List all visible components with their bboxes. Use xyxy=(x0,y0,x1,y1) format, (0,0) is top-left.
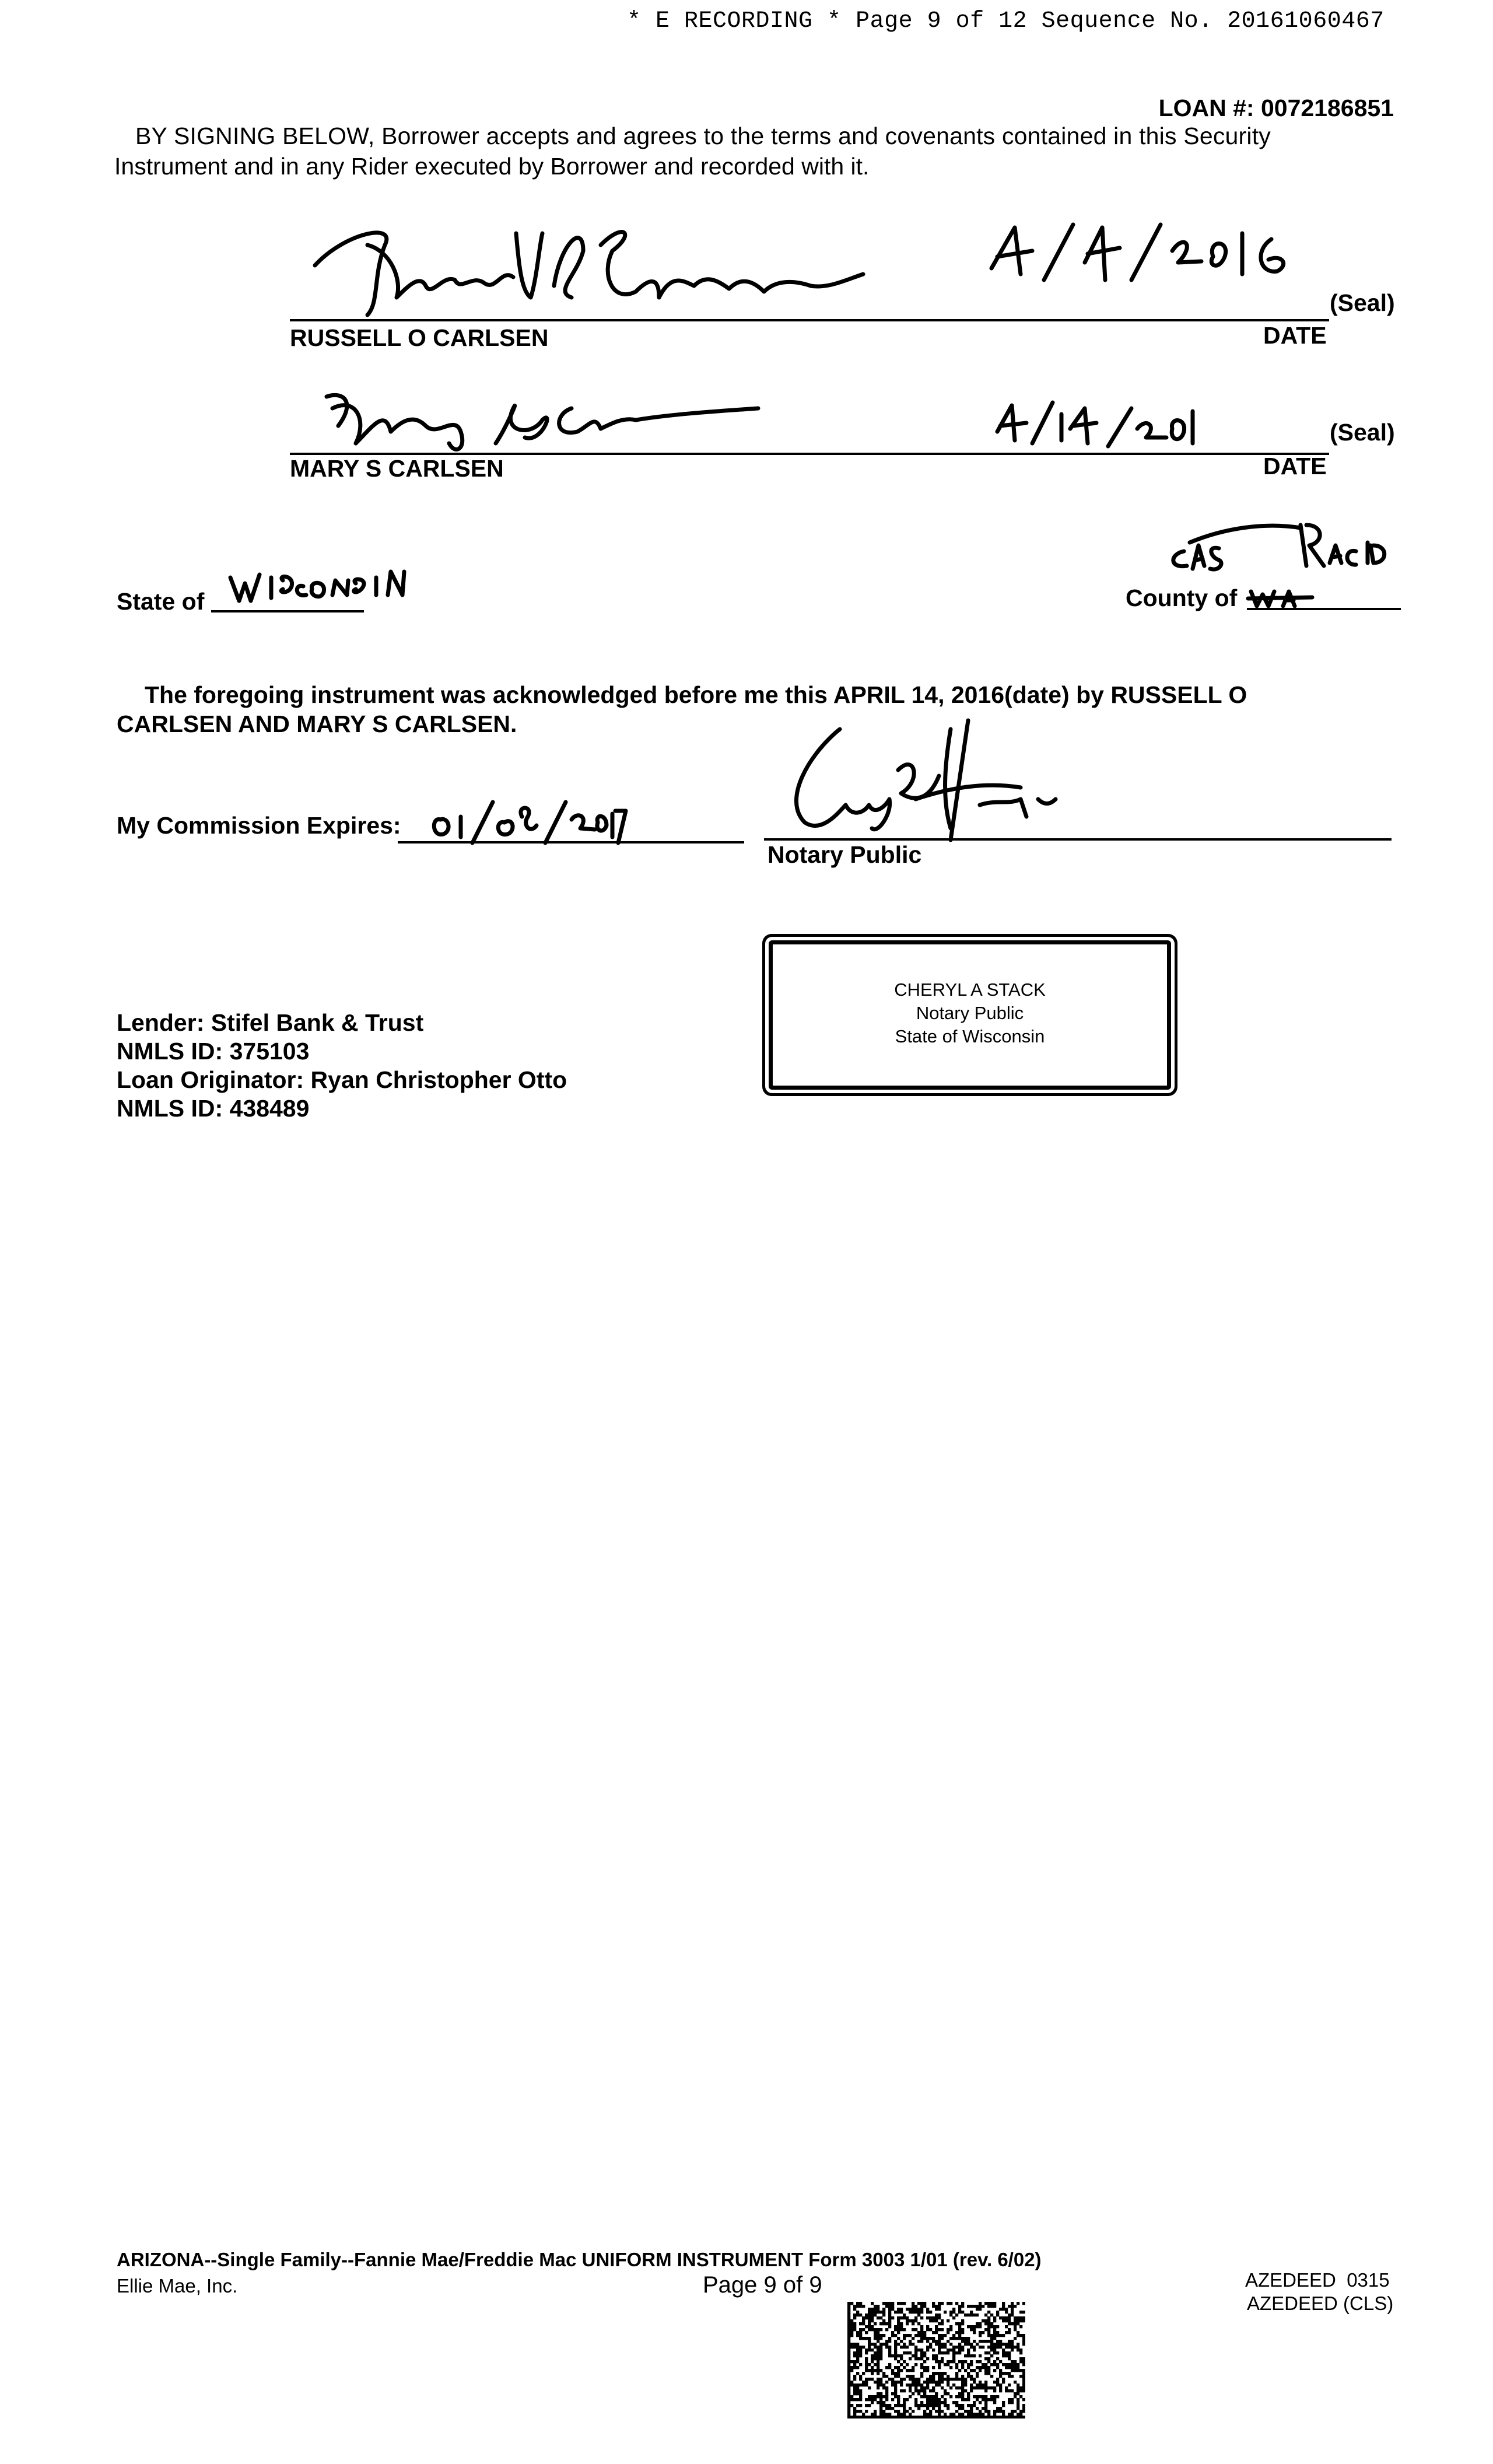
acknowledgment-line-1: The foregoing instrument was acknowledged before me this APRIL 14, 2016(date) by RUSSELL O xyxy=(145,681,1247,708)
borrower-1-date-label: DATE xyxy=(1263,322,1327,349)
stamp-notary-name: CHERYL A STACK xyxy=(894,979,1046,1000)
borrower-1-handwritten-date xyxy=(986,216,1312,292)
originator-nmls: NMLS ID: 438489 xyxy=(117,1095,310,1122)
state-label: State of xyxy=(117,588,205,615)
commission-expires-label: My Commission Expires: xyxy=(117,812,401,839)
stamp-notary-title: Notary Public xyxy=(916,1003,1024,1023)
state-handwritten xyxy=(225,560,434,612)
footer-code-1: AZEDEED 0315 xyxy=(1245,2269,1390,2291)
county-handwritten-initials xyxy=(1166,519,1388,583)
borrower-1-signature-line xyxy=(290,319,1329,321)
footer-page-number: Page 9 of 9 xyxy=(703,2272,822,2298)
borrower-1-signature xyxy=(309,210,904,327)
borrower-2-seal: (Seal) xyxy=(1330,419,1395,446)
notary-stamp xyxy=(769,940,1171,1090)
borrower-2-handwritten-date xyxy=(991,397,1201,455)
county-field-line xyxy=(1247,608,1401,610)
notary-signature xyxy=(776,718,1067,846)
recording-header: * E RECORDING * Page 9 of 12 Sequence No. 20161060467 xyxy=(627,8,1385,34)
commission-field-line xyxy=(398,841,744,844)
footer-code-2: AZEDEED (CLS) xyxy=(1247,2292,1394,2314)
borrower-1-seal: (Seal) xyxy=(1330,289,1395,316)
borrower-2-name: MARY S CARLSEN xyxy=(290,455,504,482)
lender-nmls: NMLS ID: 375103 xyxy=(117,1038,310,1065)
county-label: County of xyxy=(1126,584,1238,611)
county-struck-text xyxy=(1248,586,1318,609)
commission-handwritten-date xyxy=(429,793,627,849)
footer-form-line: ARIZONA--Single Family--Fannie Mae/Freddie Mac UNIFORM INSTRUMENT Form 3003 1/01 (rev. 6/02) xyxy=(117,2249,1042,2270)
barcode-image xyxy=(847,2302,1025,2418)
lender-name: Lender: Stifel Bank & Trust xyxy=(117,1009,424,1036)
intro-line-2: Instrument and in any Rider executed by Borrower and recorded with it. xyxy=(114,153,870,180)
loan-originator: Loan Originator: Ryan Christopher Otto xyxy=(117,1066,567,1093)
borrower-1-name: RUSSELL O CARLSEN xyxy=(290,324,549,351)
notary-public-label: Notary Public xyxy=(767,841,922,868)
stamp-notary-state: State of Wisconsin xyxy=(895,1026,1045,1046)
state-field-line xyxy=(211,610,364,612)
footer-company: Ellie Mae, Inc. xyxy=(117,2275,238,2297)
notary-signature-line xyxy=(764,838,1392,841)
borrower-2-date-label: DATE xyxy=(1263,453,1327,480)
intro-line-1: BY SIGNING BELOW, Borrower accepts and agrees to the terms and covenants contained in this Security xyxy=(135,123,1271,149)
acknowledgment-line-2: CARLSEN AND MARY S CARLSEN. xyxy=(117,710,517,737)
loan-number: LOAN #: 0072186851 xyxy=(1158,94,1394,121)
